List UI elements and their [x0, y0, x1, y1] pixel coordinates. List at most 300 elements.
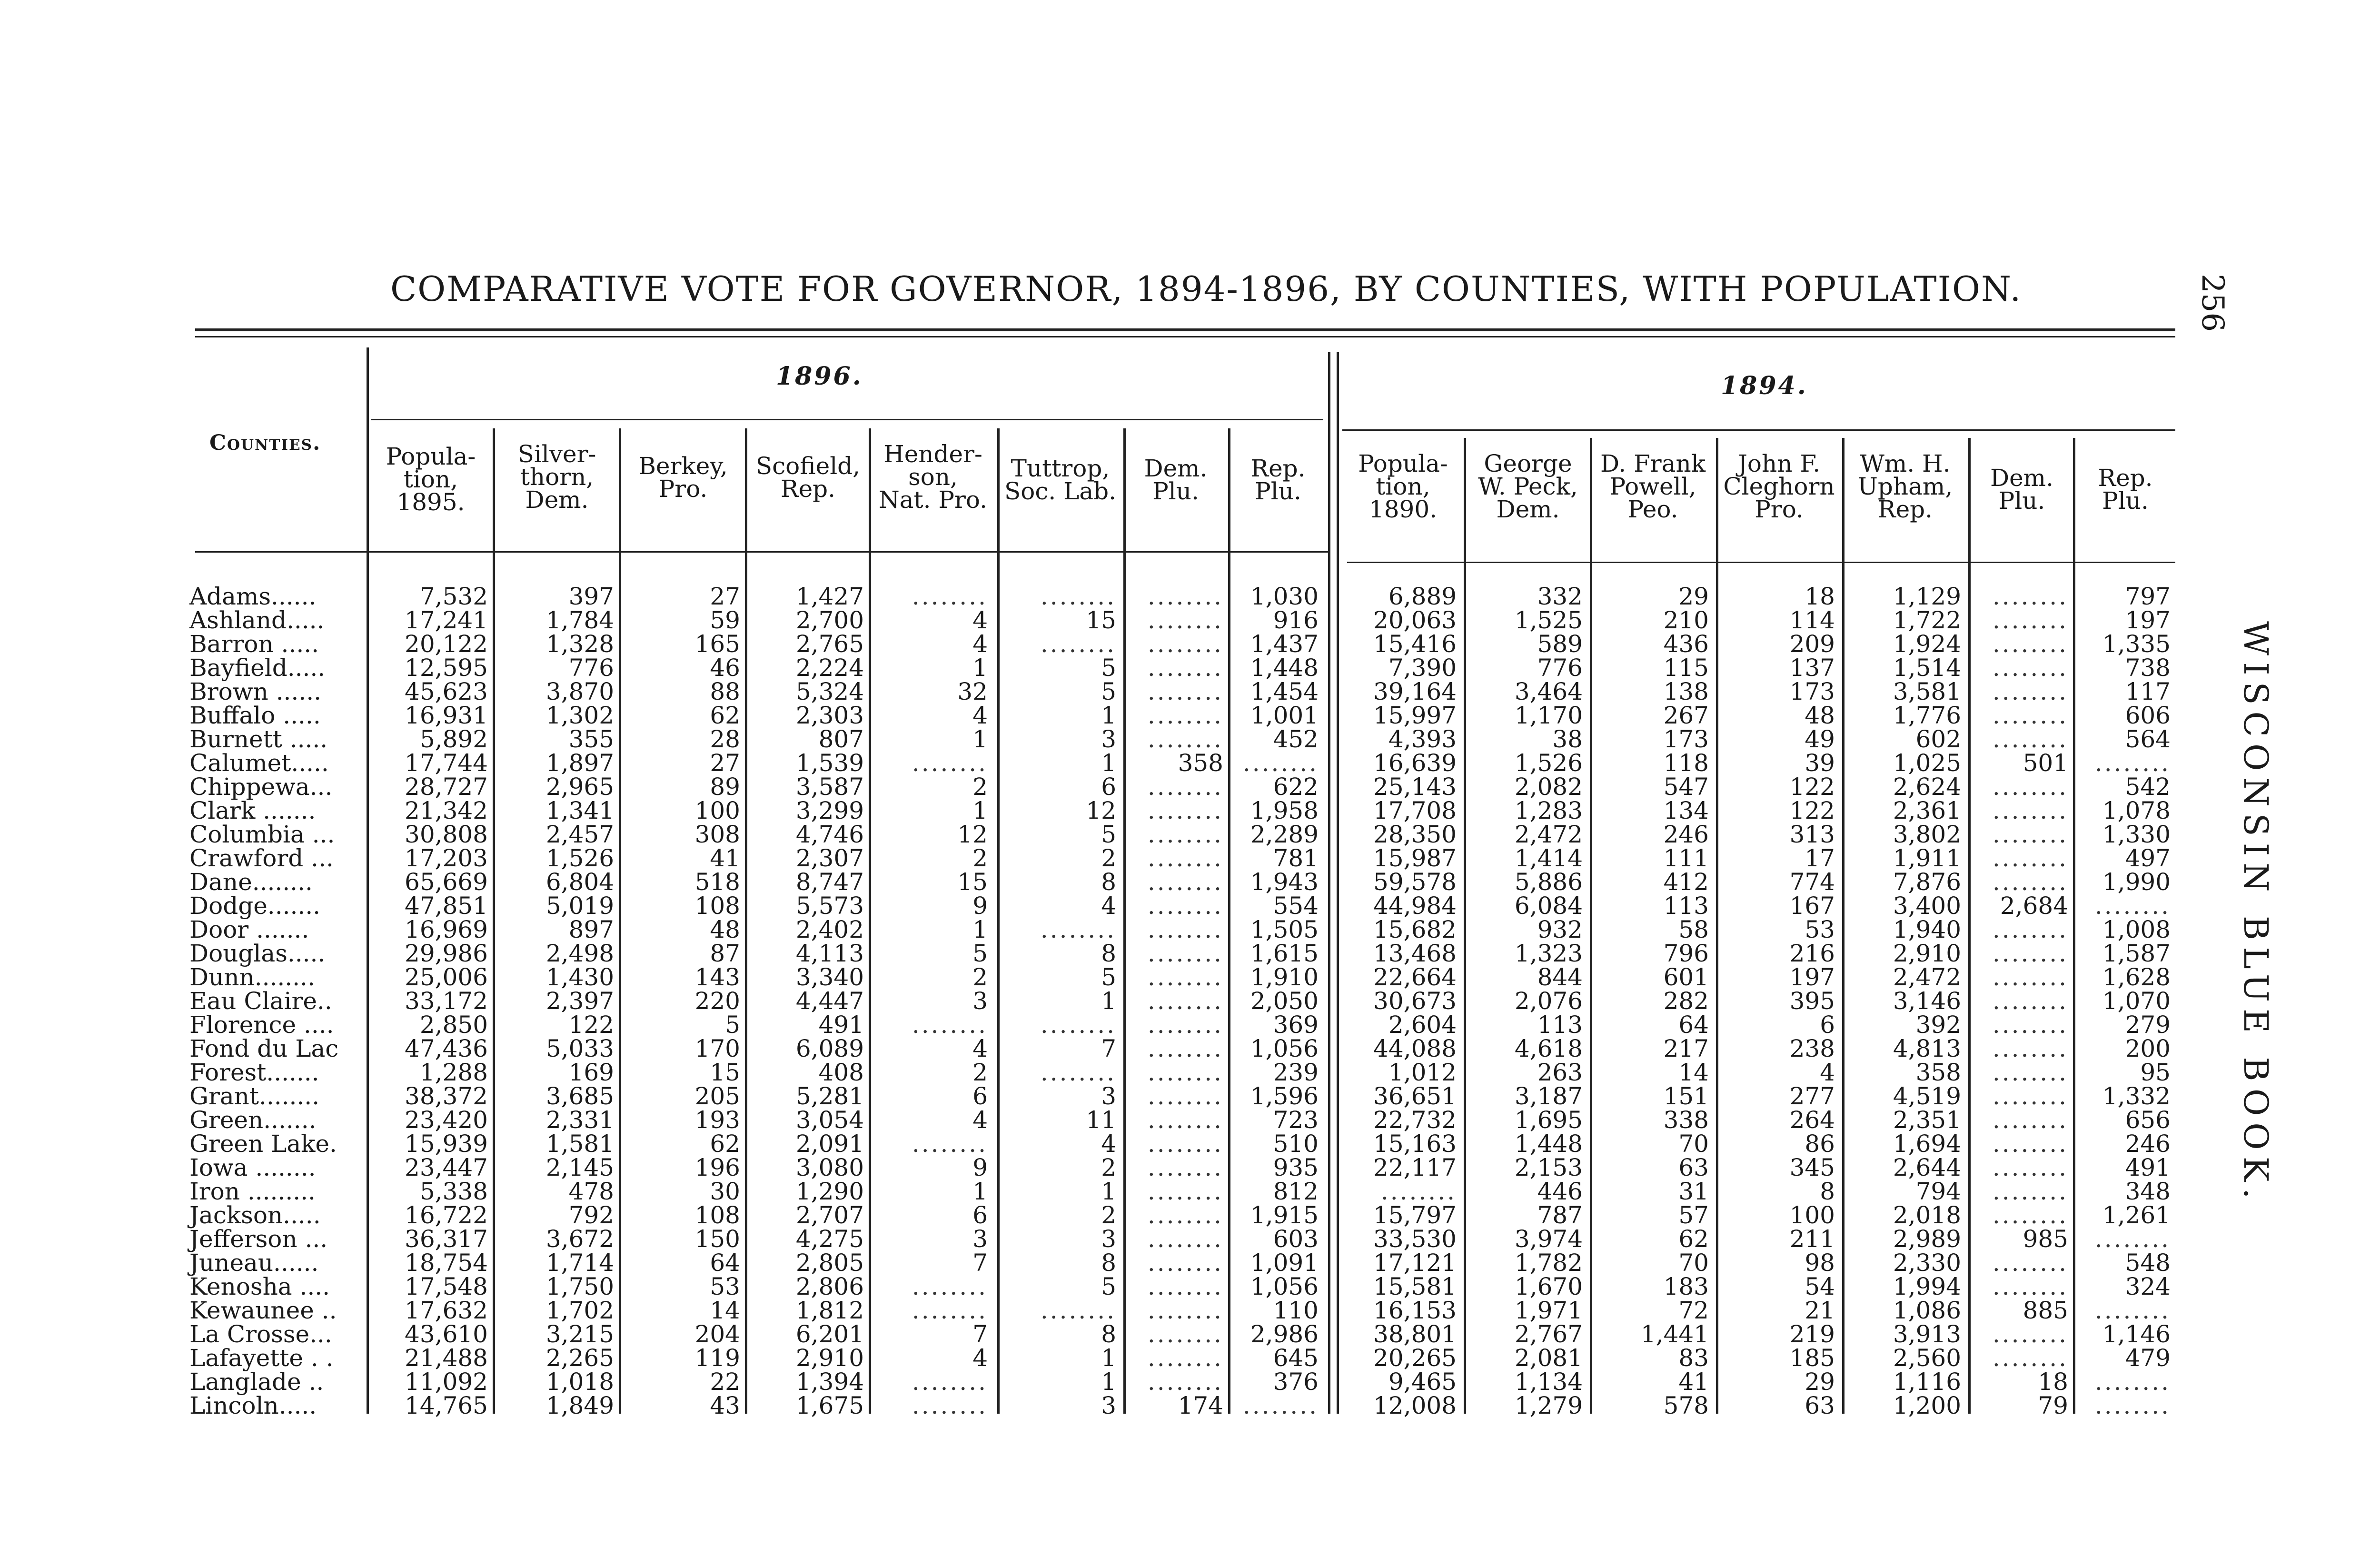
- table-cell: ........: [912, 1011, 988, 1039]
- column-line: [1123, 428, 1126, 1414]
- table-cell: 54: [1805, 1273, 1835, 1300]
- table-cell: 2,472: [1893, 963, 1961, 991]
- table-cell: 28,350: [1373, 821, 1457, 848]
- page-number: 256: [2195, 274, 2230, 332]
- table-cell: 38,801: [1373, 1320, 1457, 1348]
- table-cell: 408: [818, 1059, 864, 1086]
- table-cell: 3,215: [545, 1320, 614, 1348]
- column-line: [2073, 438, 2075, 1414]
- table-cell: 43,610: [405, 1320, 488, 1348]
- table-cell: 41: [1678, 1368, 1709, 1396]
- table-cell: 15,581: [1373, 1273, 1457, 1300]
- table-cell: 1,587: [2102, 940, 2171, 967]
- table-cell: 46: [710, 654, 740, 682]
- table-cell: 358: [1178, 749, 1223, 777]
- table-cell: 267: [1663, 702, 1709, 729]
- table-cell: ........: [1992, 1035, 2068, 1062]
- table-cell: 4: [972, 1035, 988, 1062]
- table-cell: 219: [1789, 1320, 1835, 1348]
- column-line: [619, 428, 621, 1414]
- table-cell: 4,746: [795, 821, 864, 848]
- table-cell: 36,317: [405, 1225, 488, 1253]
- table-cell: 796: [1663, 940, 1709, 967]
- side-title: WISCONSIN BLUE BOOK.: [2236, 621, 2275, 1206]
- table-cell: ........: [2094, 892, 2171, 920]
- table-cell: 1,943: [1250, 868, 1319, 896]
- county-name: Lincoln.....: [189, 1392, 317, 1419]
- table-cell: 1,958: [1250, 797, 1319, 824]
- table-cell: 217: [1663, 1035, 1709, 1062]
- county-name: Green Lake.: [189, 1130, 337, 1158]
- table-cell: 345: [1789, 1154, 1835, 1181]
- table-cell: 1,782: [1514, 1249, 1583, 1277]
- table-cell: 17,548: [405, 1273, 488, 1300]
- table-cell: 122: [1789, 773, 1835, 801]
- table-cell: 1,812: [795, 1297, 864, 1324]
- table-cell: 12: [957, 821, 988, 848]
- table-cell: 115: [1663, 654, 1709, 682]
- table-cell: 1,615: [1250, 940, 1319, 967]
- table-cell: 16,639: [1373, 749, 1457, 777]
- county-name: Ashland.....: [189, 606, 325, 634]
- county-name: Crawford ...: [189, 844, 334, 872]
- table-cell: 64: [1678, 1011, 1709, 1039]
- table-cell: 1,849: [545, 1392, 614, 1419]
- table-cell: 9: [972, 892, 988, 920]
- table-cell: 100: [694, 797, 740, 824]
- table-cell: 5,033: [545, 1035, 614, 1062]
- table-cell: 1,514: [1893, 654, 1961, 682]
- page-title: COMPARATIVE VOTE FOR GOVERNOR, 1894-1896, BY COUNTIES, WITH POPULATION.: [390, 269, 2022, 309]
- table-cell: 2: [1101, 844, 1116, 872]
- table-cell: 1: [1101, 702, 1116, 729]
- table-cell: 39,164: [1373, 678, 1457, 705]
- table-cell: 16,722: [405, 1201, 488, 1229]
- table-cell: 44,984: [1373, 892, 1457, 920]
- table-cell: 338: [1663, 1106, 1709, 1134]
- table-cell: 7,876: [1893, 868, 1961, 896]
- table-cell: 5: [972, 940, 988, 967]
- table-cell: 16,153: [1373, 1297, 1457, 1324]
- table-cell: 53: [710, 1273, 740, 1300]
- table-cell: 1,430: [545, 963, 614, 991]
- table-cell: 28: [710, 725, 740, 753]
- table-cell: 776: [568, 654, 614, 682]
- table-cell: 18: [1805, 583, 1835, 610]
- table-cell: 5,338: [419, 1178, 488, 1205]
- table-cell: 2,091: [795, 1130, 864, 1158]
- table-cell: ........: [1147, 1082, 1223, 1110]
- table-cell: 17,632: [405, 1297, 488, 1324]
- table-cell: 150: [694, 1225, 740, 1253]
- county-name: Iowa ........: [189, 1154, 316, 1181]
- table-cell: ........: [1242, 749, 1319, 777]
- table-cell: 2,644: [1893, 1154, 1961, 1181]
- table-cell: ........: [1147, 844, 1223, 872]
- county-name: Grant........: [189, 1082, 320, 1110]
- table-cell: 28,727: [405, 773, 488, 801]
- table-cell: 1,526: [545, 844, 614, 872]
- table-cell: 204: [694, 1320, 740, 1348]
- table-cell: 774: [1789, 868, 1835, 896]
- header-bottom-rule-left: [195, 551, 1328, 553]
- table-cell: 62: [1678, 1225, 1709, 1253]
- table-cell: 88: [710, 678, 740, 705]
- table-cell: 1,056: [1250, 1035, 1319, 1062]
- table-cell: 601: [1663, 963, 1709, 991]
- table-cell: 1,170: [1514, 702, 1583, 729]
- table-cell: 1,990: [2102, 868, 2171, 896]
- table-cell: 2,397: [545, 987, 614, 1015]
- table-cell: ........: [1147, 1344, 1223, 1372]
- table-cell: 1,086: [1893, 1297, 1961, 1324]
- table-cell: 111: [1663, 844, 1709, 872]
- table-cell: 22: [710, 1368, 740, 1396]
- table-cell: 332: [1537, 583, 1583, 610]
- table-cell: 117: [2125, 678, 2171, 705]
- table-cell: 797: [2125, 583, 2171, 610]
- table-cell: 30: [710, 1178, 740, 1205]
- table-cell: 27: [710, 749, 740, 777]
- table-cell: 151: [1663, 1082, 1709, 1110]
- table-cell: 2: [972, 844, 988, 872]
- table-cell: 6,084: [1514, 892, 1583, 920]
- county-name: Door .......: [189, 916, 309, 943]
- table-cell: 2,472: [1514, 821, 1583, 848]
- table-cell: 48: [710, 916, 740, 943]
- table-cell: ........: [1992, 916, 2068, 943]
- table-cell: 412: [1663, 868, 1709, 896]
- table-cell: 578: [1663, 1392, 1709, 1419]
- table-cell: 985: [2023, 1225, 2068, 1253]
- table-cell: 1,288: [419, 1059, 488, 1086]
- table-cell: ........: [1147, 940, 1223, 967]
- table-cell: 2,224: [795, 654, 864, 682]
- table-cell: 8: [1101, 940, 1116, 967]
- table-cell: 1,414: [1514, 844, 1583, 872]
- table-cell: 1: [1101, 1368, 1116, 1396]
- table-cell: 6,889: [1388, 583, 1457, 610]
- table-cell: 31: [1678, 1178, 1709, 1205]
- table-cell: 589: [1537, 630, 1583, 658]
- table-cell: 11: [1086, 1106, 1116, 1134]
- table-cell: 15: [957, 868, 988, 896]
- table-cell: 173: [1663, 725, 1709, 753]
- table-cell: 22,117: [1373, 1154, 1457, 1181]
- table-cell: ........: [1992, 654, 2068, 682]
- table-cell: 3: [1101, 1082, 1116, 1110]
- table-cell: ........: [1992, 1178, 2068, 1205]
- table-cell: 4,618: [1514, 1035, 1583, 1062]
- table-cell: 3,054: [795, 1106, 864, 1134]
- table-cell: 1,290: [795, 1178, 864, 1205]
- year-1894-label: 1894.: [1721, 371, 1808, 400]
- table-cell: 5: [1101, 963, 1116, 991]
- table-cell: 2,910: [1893, 940, 1961, 967]
- table-cell: 1,330: [2102, 821, 2171, 848]
- table-cell: 1,328: [545, 630, 614, 658]
- table-cell: 100: [1789, 1201, 1835, 1229]
- table-cell: 1,134: [1514, 1368, 1583, 1396]
- table-cell: 2,806: [795, 1273, 864, 1300]
- table-cell: ........: [1992, 1011, 2068, 1039]
- table-cell: 606: [2125, 702, 2171, 729]
- column-line: [493, 428, 495, 1414]
- table-cell: 14: [1678, 1059, 1709, 1086]
- table-cell: 792: [568, 1201, 614, 1229]
- table-cell: 27: [710, 583, 740, 610]
- table-cell: 16,931: [405, 702, 488, 729]
- table-cell: 1,526: [1514, 749, 1583, 777]
- table-cell: 518: [694, 868, 740, 896]
- header-berkey: Berkey, Pro.: [638, 452, 728, 503]
- header-silverthorn: Silver- thorn, Dem.: [517, 440, 596, 514]
- table-cell: 5,573: [795, 892, 864, 920]
- table-cell: ........: [1147, 725, 1223, 753]
- table-cell: 3,187: [1514, 1082, 1583, 1110]
- county-name: Green.......: [189, 1106, 317, 1134]
- table-cell: 2,402: [795, 916, 864, 943]
- table-cell: 1,915: [1250, 1201, 1319, 1229]
- table-cell: 83: [1678, 1344, 1709, 1372]
- table-cell: 1,129: [1893, 583, 1961, 610]
- table-cell: 41: [710, 844, 740, 872]
- table-cell: 193: [694, 1106, 740, 1134]
- county-name: Florence ....: [189, 1011, 334, 1039]
- table-cell: 1,279: [1514, 1392, 1583, 1419]
- header-dem-plu-1896: Dem. Plu.: [1144, 455, 1208, 505]
- table-cell: ........: [912, 1297, 988, 1324]
- table-cell: 2,560: [1893, 1344, 1961, 1372]
- table-cell: 29: [1805, 1368, 1835, 1396]
- table-cell: 15,416: [1373, 630, 1457, 658]
- county-name: Brown ......: [189, 678, 322, 705]
- table-cell: 170: [694, 1035, 740, 1062]
- section-divider: [1328, 352, 1330, 1414]
- table-cell: 932: [1537, 916, 1583, 943]
- table-cell: 216: [1789, 940, 1835, 967]
- table-cell: 501: [2023, 749, 2068, 777]
- table-cell: ........: [1992, 868, 2068, 896]
- table-cell: 6,804: [545, 868, 614, 896]
- table-cell: 1,341: [545, 797, 614, 824]
- table-cell: 196: [694, 1154, 740, 1181]
- table-cell: 5,281: [795, 1082, 864, 1110]
- table-cell: 3,400: [1893, 892, 1961, 920]
- table-cell: 548: [2125, 1249, 2171, 1277]
- table-cell: ........: [1992, 1344, 2068, 1372]
- table-cell: 2: [972, 963, 988, 991]
- table-cell: ........: [1992, 821, 2068, 848]
- table-cell: 21: [1805, 1297, 1835, 1324]
- table-cell: ........: [1147, 1368, 1223, 1396]
- table-cell: 5,886: [1514, 868, 1583, 896]
- table-cell: 3,299: [795, 797, 864, 824]
- title-rule-top: [195, 328, 2175, 331]
- header-henderson: Hender- son, Nat. Pro.: [878, 440, 988, 514]
- table-cell: 935: [1273, 1154, 1319, 1181]
- table-cell: 603: [1273, 1225, 1319, 1253]
- table-cell: 2,707: [795, 1201, 864, 1229]
- table-cell: ........: [1147, 1011, 1223, 1039]
- table-cell: 134: [1663, 797, 1709, 824]
- header-peck: George W. Peck, Dem.: [1478, 450, 1578, 523]
- table-cell: 3,464: [1514, 678, 1583, 705]
- table-cell: 1: [972, 916, 988, 943]
- table-cell: 1,261: [2102, 1201, 2171, 1229]
- table-cell: 1: [1101, 1178, 1116, 1205]
- table-cell: 18,754: [405, 1249, 488, 1277]
- table-cell: 29: [1678, 583, 1709, 610]
- table-cell: 5: [1101, 654, 1116, 682]
- table-cell: ........: [1147, 773, 1223, 801]
- table-cell: 1,539: [795, 749, 864, 777]
- table-cell: 15: [710, 1059, 740, 1086]
- table-cell: 1: [972, 797, 988, 824]
- table-cell: 15,163: [1373, 1130, 1457, 1158]
- table-cell: 2,604: [1388, 1011, 1457, 1039]
- table-cell: 1: [1101, 749, 1116, 777]
- table-cell: 14,765: [405, 1392, 488, 1419]
- table-cell: 58: [1678, 916, 1709, 943]
- table-cell: 63: [1678, 1154, 1709, 1181]
- table-cell: 4: [1820, 1059, 1835, 1086]
- table-cell: 1: [972, 725, 988, 753]
- table-cell: 897: [568, 916, 614, 943]
- table-cell: 57: [1678, 1201, 1709, 1229]
- table-cell: 1,994: [1893, 1273, 1961, 1300]
- table-cell: ........: [912, 1130, 988, 1158]
- table-cell: 6,201: [795, 1320, 864, 1348]
- table-cell: 4,113: [795, 940, 864, 967]
- table-cell: 113: [1663, 892, 1709, 920]
- table-cell: ........: [1992, 940, 2068, 967]
- table-cell: ........: [1992, 987, 2068, 1015]
- county-name: Clark .......: [189, 797, 316, 824]
- table-cell: 1,784: [545, 606, 614, 634]
- table-cell: 1,001: [1250, 702, 1319, 729]
- column-line: [367, 347, 369, 1414]
- table-cell: 2,081: [1514, 1344, 1583, 1372]
- table-cell: 1,025: [1893, 749, 1961, 777]
- table-cell: 64: [710, 1249, 740, 1277]
- table-cell: 98: [1805, 1249, 1835, 1277]
- county-name: Adams......: [189, 583, 317, 610]
- table-cell: 1,335: [2102, 630, 2171, 658]
- year-1896-label: 1896.: [776, 362, 863, 391]
- county-name: Calumet.....: [189, 749, 329, 777]
- table-cell: 70: [1678, 1130, 1709, 1158]
- table-cell: 53: [1805, 916, 1835, 943]
- table-cell: 2,082: [1514, 773, 1583, 801]
- table-cell: ........: [1147, 583, 1223, 610]
- header-bottom-rule-right: [1347, 562, 2175, 563]
- county-name: Jefferson ...: [189, 1225, 328, 1253]
- county-name: La Crosse...: [189, 1320, 332, 1348]
- table-cell: 4,393: [1388, 725, 1457, 753]
- table-cell: 6: [972, 1201, 988, 1229]
- table-cell: 1,897: [545, 749, 614, 777]
- table-cell: 844: [1537, 963, 1583, 991]
- table-cell: 1,971: [1514, 1297, 1583, 1324]
- table-cell: 5: [1101, 1273, 1116, 1300]
- table-cell: ........: [912, 1273, 988, 1300]
- table-cell: ........: [1147, 702, 1223, 729]
- table-cell: 787: [1537, 1201, 1583, 1229]
- table-cell: 7: [972, 1320, 988, 1348]
- table-cell: 16,969: [405, 916, 488, 943]
- table-cell: ........: [1147, 1225, 1223, 1253]
- table-cell: ........: [1040, 630, 1116, 658]
- table-cell: ........: [1992, 1130, 2068, 1158]
- table-cell: ........: [912, 1392, 988, 1419]
- table-cell: 22,664: [1373, 963, 1457, 991]
- table-cell: 491: [2125, 1154, 2171, 1181]
- table-cell: 5,019: [545, 892, 614, 920]
- table-cell: 1,448: [1514, 1130, 1583, 1158]
- county-name: Burnett .....: [189, 725, 328, 753]
- table-cell: ........: [2094, 1392, 2171, 1419]
- table-cell: 2,331: [545, 1106, 614, 1134]
- table-cell: ........: [1992, 773, 2068, 801]
- table-cell: 738: [2125, 654, 2171, 682]
- table-cell: 43: [710, 1392, 740, 1419]
- table-cell: 4,519: [1893, 1082, 1961, 1110]
- table-cell: 1,394: [795, 1368, 864, 1396]
- table-cell: 1,714: [545, 1249, 614, 1277]
- table-cell: 197: [1789, 963, 1835, 991]
- table-cell: 1: [972, 654, 988, 682]
- table-cell: 1,437: [1250, 630, 1319, 658]
- table-cell: 2,910: [795, 1344, 864, 1372]
- table-cell: 355: [568, 725, 614, 753]
- table-cell: ........: [912, 1368, 988, 1396]
- header-rep-plu-1894: Rep. Plu.: [2098, 464, 2153, 515]
- table-cell: 3,672: [545, 1225, 614, 1253]
- table-cell: ........: [1147, 1035, 1223, 1062]
- table-cell: 781: [1273, 844, 1319, 872]
- table-cell: 656: [2125, 1106, 2171, 1134]
- county-name: Jackson.....: [189, 1201, 321, 1229]
- table-cell: 1,675: [795, 1392, 864, 1419]
- table-cell: 452: [1273, 725, 1319, 753]
- table-cell: 1,910: [1250, 963, 1319, 991]
- table-cell: 1,091: [1250, 1249, 1319, 1277]
- table-cell: ........: [1992, 1059, 2068, 1086]
- table-cell: 622: [1273, 773, 1319, 801]
- table-cell: 1,702: [545, 1297, 614, 1324]
- table-cell: 11,092: [405, 1368, 488, 1396]
- table-cell: 2,307: [795, 844, 864, 872]
- table-cell: 1,323: [1514, 940, 1583, 967]
- table-cell: ........: [1147, 916, 1223, 943]
- table-cell: ........: [1147, 797, 1223, 824]
- table-cell: 2: [1101, 1201, 1116, 1229]
- table-cell: 48: [1805, 702, 1835, 729]
- table-cell: ........: [912, 583, 988, 610]
- table-cell: 1,924: [1893, 630, 1961, 658]
- table-cell: 497: [2125, 844, 2171, 872]
- table-cell: 2,018: [1893, 1201, 1961, 1229]
- table-cell: ........: [1380, 1178, 1457, 1205]
- county-name: Forest.......: [189, 1059, 319, 1086]
- table-cell: 478: [568, 1178, 614, 1205]
- table-cell: 17: [1805, 844, 1835, 872]
- table-cell: 12: [1086, 797, 1116, 824]
- table-cell: 108: [694, 892, 740, 920]
- table-cell: 2,153: [1514, 1154, 1583, 1181]
- table-cell: 4: [972, 1106, 988, 1134]
